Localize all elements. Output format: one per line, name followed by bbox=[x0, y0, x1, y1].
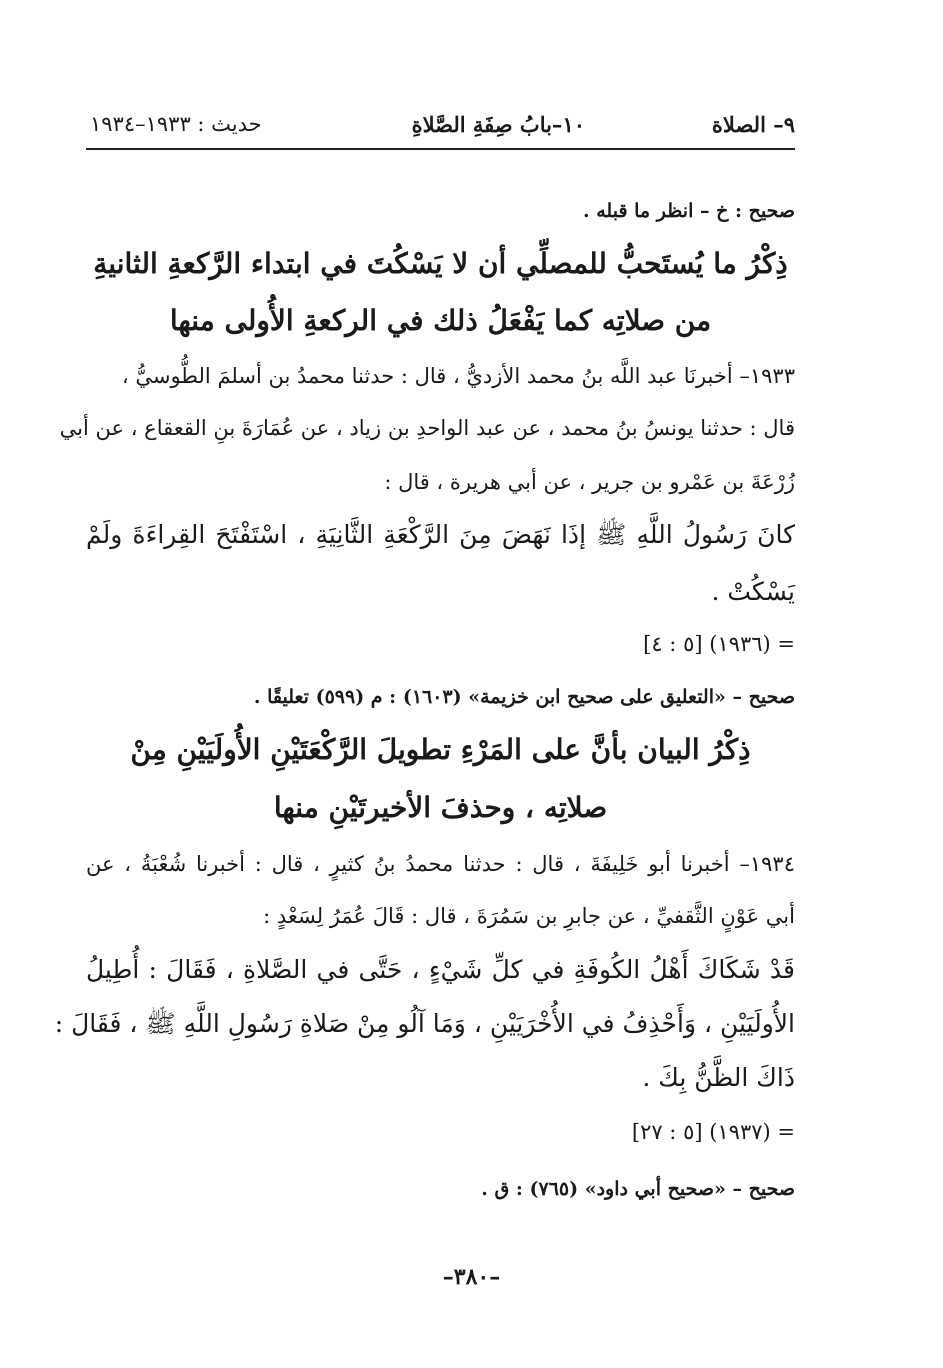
chapter-title-2-line-1: ذِكْرُ البيان بأنَّ على المَرْءِ تطويلَ الرَّكْعَتَيْنِ الأُولَيَيْنِ مِنْ bbox=[130, 733, 751, 766]
grade-line-3: صحيح – «صحيح أبي داود» (٧٦٥) : ق . bbox=[481, 1178, 795, 1200]
hadith-1933-matn-line-1: كانَ رَسُولُ اللَّهِ ﷺ إذَا نَهَضَ مِنَ الرَّكْعَةِ الثَّانِيَةِ ، اسْتَفْتَحَ القِراءَةَ ولَمْ bbox=[86, 520, 795, 549]
hadith-1934-matn-line-1: قَدْ شَكَاكَ أَهْلُ الكُوفَةِ في كلِّ شَيْءٍ ، حَتَّى في الصَّلاةِ ، فَقَالَ : أُطِيلُ bbox=[86, 955, 795, 984]
hadith-1933-matn-line-2: يَسْكُتْ . bbox=[711, 577, 795, 606]
hadith-1933-isnad-line-1: ١٩٣٣– أخبرنَا عبد اللَّه بنُ محمد الأزديُّ ، قال : حدثنا محمدُ بن أسلمَ الطُّوسيُّ ، bbox=[121, 364, 795, 388]
hadith-range: حديث : ١٩٣٣–١٩٣٤ bbox=[90, 112, 262, 136]
hadith-1933-isnad-line-2: قال : حدثنا يونسُ بنُ محمد ، عن عبد الواحدِ بن زياد ، عن عُمَارَةَ بنِ القعقاع ، عن أبي bbox=[59, 416, 795, 440]
cross-reference-1: = (١٩٣٦) [٥ : ٤] bbox=[643, 632, 795, 656]
hadith-1934-isnad-line-2: أبي عَوْنٍ الثَّقفيِّ ، عن جابرِ بن سَمُرَةَ ، قال : قَالَ عُمَرُ لِسَعْدٍ : bbox=[263, 904, 795, 928]
hadith-1934-matn-line-3: ذَاكَ الظَّنُّ بِكَ . bbox=[642, 1063, 795, 1092]
grade-line-2: صحيح – «التعليق على صحيح ابن خزيمة» (١٦٠٣) : م (٥٩٩) تعليقًا . bbox=[253, 686, 795, 708]
chapter-title-2-line-2: صلاتِه ، وحذفَ الأخيرتَيْنِ منها bbox=[273, 791, 608, 824]
running-header bbox=[86, 104, 795, 150]
cross-reference-2: = (١٩٣٧) [٥ : ٢٧] bbox=[631, 1120, 795, 1144]
hadith-1934-matn-line-2: الأُولَيَيْنِ ، وَأَحْذِفُ في الأُخْرَيَيْنِ ، وَمَا آلُو مِنْ صَلاةِ رَسُولِ اللَّهِ ﷺ ، فَقَالَ : bbox=[54, 1009, 795, 1038]
chapter-title-1-line-1: ذِكْرُ ما يُستَحبُّ للمصلِّي أن لا يَسْكُتَ في ابتداء الرَّكعةِ الثانيةِ bbox=[93, 247, 788, 280]
chapter-heading: ٩– الصلاة bbox=[711, 112, 795, 137]
chapter-title-1-line-2: من صلاتِه كما يَفْعَلُ ذلك في الركعةِ الأُولى منها bbox=[169, 304, 712, 337]
grade-line-1: صحيح : خ – انظر ما قبله . bbox=[583, 200, 795, 222]
hadith-1933-isnad-line-3: زُرْعَةَ بن عَمْرو بن جرير ، عن أبي هريرة ، قال : bbox=[384, 470, 795, 494]
page-number: –٣٨٠– bbox=[442, 1264, 501, 1290]
section-heading: ١٠–بابُ صِفَةِ الصَّلاةِ bbox=[411, 112, 585, 137]
hadith-1934-isnad-line-1: ١٩٣٤– أخبرنا أبو خَلِيفَةَ ، قال : حدثنا محمدُ بنُ كثيرٍ ، قال : أخبرنا شُعْبَةُ ، عن bbox=[86, 852, 795, 876]
